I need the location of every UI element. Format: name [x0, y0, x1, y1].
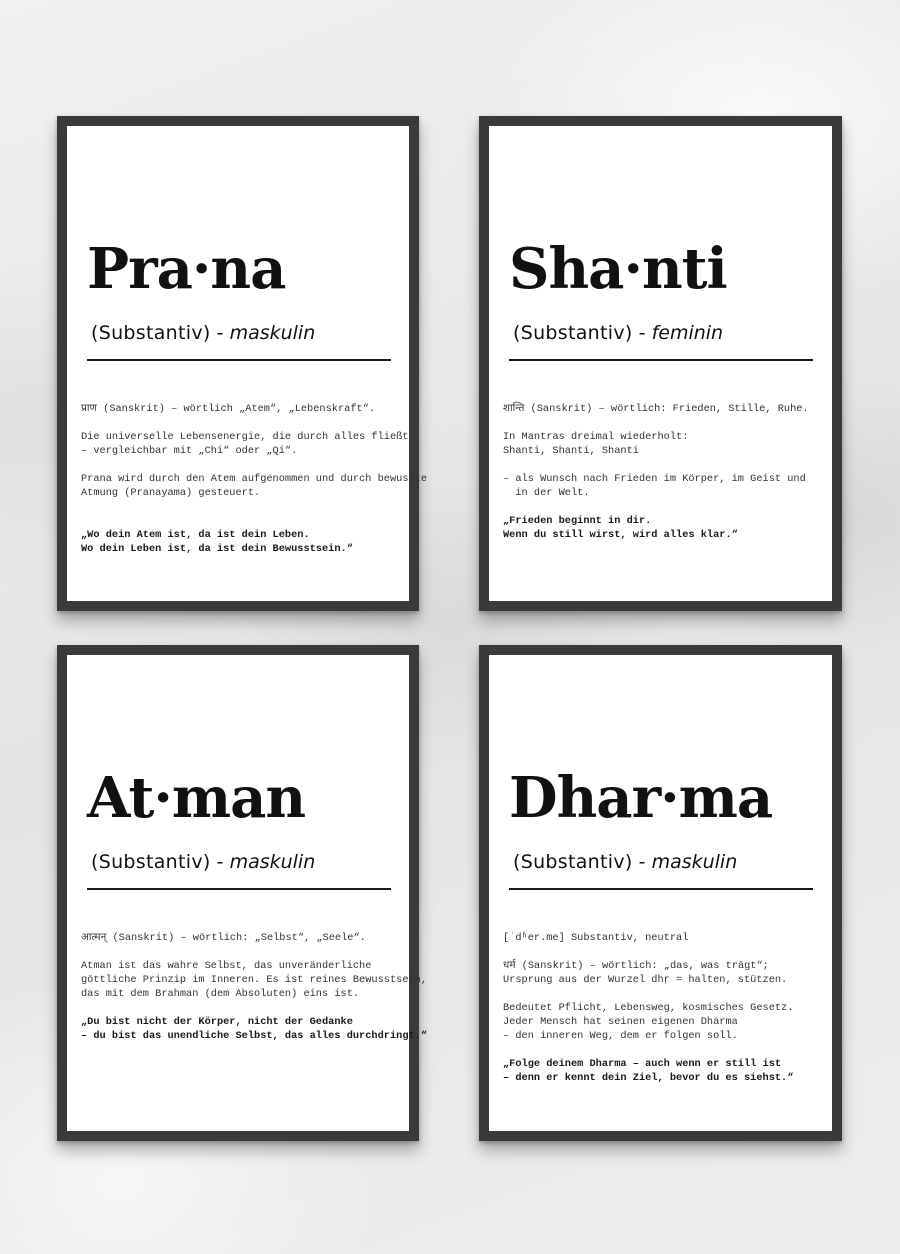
grammatical-gender: maskulin	[651, 851, 738, 873]
quote-line: „Frieden beginnt in dir.	[503, 515, 652, 527]
divider	[509, 359, 813, 361]
definition-line: göttliche Prinzip im Inneren. Es ist reines Bewusstsein,	[81, 974, 428, 986]
part-of-speech: (Substantiv)	[513, 851, 633, 873]
poster-title: Dhar·ma	[509, 765, 773, 831]
definition-line: – den inneren Weg, dem er folgen soll.	[503, 1030, 738, 1042]
definition-line: Ursprung aus der Wurzel dhṛ = halten, stützen.	[503, 974, 788, 986]
quote-line: – denn er kennt dein Ziel, bevor du es siehst.“	[503, 1072, 794, 1084]
separator: -	[638, 851, 646, 873]
definition	[503, 931, 818, 1085]
word-type	[513, 851, 737, 873]
part-of-speech: (Substantiv)	[91, 851, 211, 873]
part-of-speech: (Substantiv)	[91, 322, 211, 344]
definition-line: Atmung (Pranayama) gesteuert.	[81, 487, 261, 499]
definition	[503, 402, 818, 542]
grammatical-gender: feminin	[651, 322, 724, 344]
definition-line: Die universelle Lebensenergie, die durch alles fließt	[81, 431, 409, 443]
poster-dharma	[479, 645, 842, 1141]
pronunciation-line	[503, 931, 818, 945]
definition-line: Atman ist das wahre Selbst, das unveränderliche	[81, 960, 372, 972]
definition-line: in der Welt.	[503, 487, 590, 499]
quote-line: „Du bist nicht der Körper, nicht der Gedanke	[81, 1016, 353, 1028]
definition-line: Jeder Mensch hat seinen eigenen Dharma	[503, 1016, 738, 1028]
definition-line: Bedeutet Pflicht, Lebensweg, kosmisches Gesetz.	[503, 1002, 794, 1014]
poster-title: Sha·nti	[509, 236, 727, 302]
separator: -	[216, 851, 224, 873]
grammatical-gender: maskulin	[229, 851, 316, 873]
separator: -	[216, 322, 224, 344]
definition-line: – als Wunsch nach Frieden im Körper, im Geist und	[503, 473, 806, 485]
definition-line: Shanti, Shanti, Shanti	[503, 445, 639, 457]
definition-line: शान्ति (Sanskrit) – wörtlich: Frieden, Stille, Ruhe.	[503, 403, 809, 415]
definition-line: – vergleichbar mit „Chi“ oder „Qi“.	[81, 445, 298, 457]
quote-line: – du bist das unendliche Selbst, das alles durchdringt.“	[81, 1030, 428, 1042]
poster-prana	[57, 116, 428, 611]
definition	[81, 402, 428, 556]
word-type	[91, 322, 315, 344]
part-of-speech: (Substantiv)	[513, 322, 633, 344]
definition-line: धर्म (Sanskrit) – wörtlich: „das, was trägt“;	[503, 960, 769, 972]
divider	[87, 888, 391, 890]
quote-line: Wenn du still wirst, wird alles klar.“	[503, 529, 738, 541]
poster-title: Pra·na	[87, 236, 286, 302]
quote-line: „Folge deinem Dharma – auch wenn er still ist	[503, 1058, 782, 1070]
pronunciation: [ˈdʱer.me]	[503, 932, 565, 944]
quote-line: „Wo dein Atem ist, da ist dein Leben.	[81, 529, 310, 541]
separator: -	[638, 322, 646, 344]
word-type	[91, 851, 315, 873]
definition-line: das mit dem Brahman (dem Absoluten) eins ist.	[81, 988, 360, 1000]
definition-line: आत्मन् (Sanskrit) – wörtlich: „Selbst“, „Seele“.	[81, 932, 366, 944]
word-type	[513, 322, 723, 344]
definition	[81, 931, 428, 1043]
grammatical-gender: maskulin	[229, 322, 316, 344]
divider	[509, 888, 813, 890]
poster-shanti	[479, 116, 842, 611]
poster-title: At·man	[87, 765, 306, 831]
pronunciation-note: Substantiv, neutral	[564, 932, 689, 944]
divider	[87, 359, 391, 361]
definition-line: In Mantras dreimal wiederholt:	[503, 431, 689, 443]
poster-atman	[57, 645, 428, 1141]
definition-line: प्राण (Sanskrit) – wörtlich „Atem“, „Lebenskraft“.	[81, 403, 376, 415]
quote-line: Wo dein Leben ist, da ist dein Bewusstsein.“	[81, 543, 353, 555]
definition-line: Prana wird durch den Atem aufgenommen und durch bewusste	[81, 473, 428, 485]
